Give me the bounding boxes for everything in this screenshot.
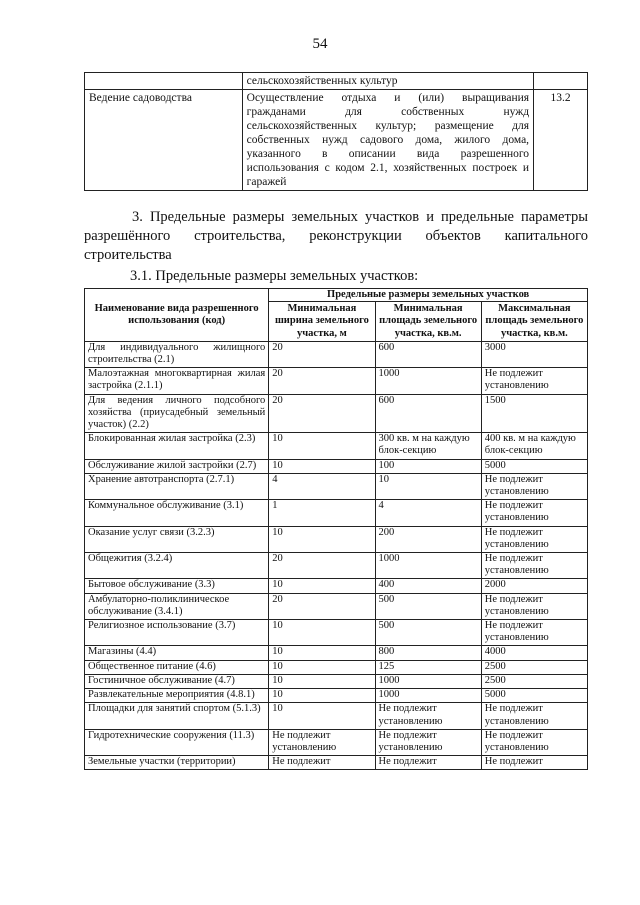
- max-area-cell: 5000: [481, 689, 587, 703]
- table-row: [85, 526, 588, 552]
- use-name-cell: Развлекательные мероприятия (4.8.1): [85, 689, 269, 703]
- table-row: [85, 459, 588, 473]
- min-width-cell: 10: [269, 660, 375, 674]
- min-area-cell: 600: [375, 394, 481, 433]
- min-width-cell: Не подлежит: [269, 756, 375, 770]
- max-area-cell: 1500: [481, 394, 587, 433]
- min-width-cell: 20: [269, 593, 375, 619]
- max-area-cell: 5000: [481, 459, 587, 473]
- table-row: [85, 394, 588, 433]
- use-name-cell: Коммунальное обслуживание (3.1): [85, 500, 269, 526]
- use-name-cell: [85, 73, 243, 90]
- min-area-cell: 10: [375, 473, 481, 499]
- use-name-cell: Амбулаторно-поликлиническое обслуживание (3.4.1): [85, 593, 269, 619]
- table-row: [85, 620, 588, 646]
- section-title-line1: 3. Предельные размеры земельных участков и предельные параметры: [132, 209, 588, 225]
- max-area-cell: Не подлежит: [481, 756, 587, 770]
- min-width-cell: 10: [269, 579, 375, 593]
- min-width-cell: Не подлежит установлению: [269, 729, 375, 755]
- use-name-cell: Малоэтажная многоквартирная жилая застройка (2.1.1): [85, 368, 269, 394]
- use-name-cell: Для ведения личного подсобного хозяйства (приусадебный земельный участок) (2.2): [85, 394, 269, 433]
- plot-size-limits-table: [84, 288, 588, 770]
- min-width-cell: 10: [269, 674, 375, 688]
- max-area-cell: Не подлежит установлению: [481, 703, 587, 729]
- min-area-cell: 600: [375, 341, 481, 367]
- use-name-cell: Общежития (3.2.4): [85, 553, 269, 579]
- min-width-cell: 1: [269, 500, 375, 526]
- use-name-cell: Ведение садоводства: [85, 90, 243, 191]
- table-row: [85, 689, 588, 703]
- min-area-cell: 400: [375, 579, 481, 593]
- min-area-cell: 800: [375, 646, 481, 660]
- table-row: [85, 593, 588, 619]
- min-area-cell: 100: [375, 459, 481, 473]
- min-width-cell: 10: [269, 526, 375, 552]
- min-area-cell: Не подлежит установлению: [375, 703, 481, 729]
- max-area-cell: Не подлежит установлению: [481, 729, 587, 755]
- table-row: [85, 579, 588, 593]
- table-row: [85, 729, 588, 755]
- max-area-cell: Не подлежит установлению: [481, 553, 587, 579]
- max-area-cell: 400 кв. м на каждую блок-секцию: [481, 433, 587, 459]
- table-row: [85, 660, 588, 674]
- page-number: 54: [312, 36, 328, 52]
- max-area-cell: 2500: [481, 660, 587, 674]
- min-area-cell: 1000: [375, 674, 481, 688]
- use-name-cell: Блокированная жилая застройка (2.3): [85, 433, 269, 459]
- section-title-line3: строительства: [84, 247, 172, 263]
- min-width-cell: 10: [269, 689, 375, 703]
- permitted-use-table: [84, 72, 588, 191]
- header-use-name: Наименование вида разрешенного использования (код): [85, 289, 269, 342]
- header-min-width: Минимальная ширина земельного участка, м: [269, 302, 375, 342]
- max-area-cell: 2500: [481, 674, 587, 688]
- min-width-cell: 10: [269, 459, 375, 473]
- header-max-area: Максимальная площадь земельного участка, кв.м.: [481, 302, 587, 342]
- min-width-cell: 20: [269, 394, 375, 433]
- use-name-cell: Для индивидуального жилищного строительства (2.1): [85, 341, 269, 367]
- table-row: [85, 473, 588, 499]
- use-name-cell: Земельные участки (территории): [85, 756, 269, 770]
- min-width-cell: 4: [269, 473, 375, 499]
- use-name-cell: Хранение автотранспорта (2.7.1): [85, 473, 269, 499]
- use-name-cell: Оказание услуг связи (3.2.3): [85, 526, 269, 552]
- section-title: [84, 208, 588, 265]
- min-area-cell: 500: [375, 593, 481, 619]
- code-cell: [534, 73, 588, 90]
- subsection-title: 3.1. Предельные размеры земельных участков:: [130, 268, 419, 284]
- min-area-cell: Не подлежит установлению: [375, 729, 481, 755]
- min-width-cell: 10: [269, 646, 375, 660]
- table-row: [85, 90, 588, 191]
- min-width-cell: 20: [269, 341, 375, 367]
- use-name-cell: Магазины (4.4): [85, 646, 269, 660]
- max-area-cell: Не подлежит установлению: [481, 368, 587, 394]
- table-row: [85, 553, 588, 579]
- use-name-cell: Гидротехнические сооружения (11.3): [85, 729, 269, 755]
- table-row: [85, 341, 588, 367]
- min-area-cell: 1000: [375, 368, 481, 394]
- min-width-cell: 20: [269, 553, 375, 579]
- use-name-cell: Бытовое обслуживание (3.3): [85, 579, 269, 593]
- max-area-cell: Не подлежит установлению: [481, 620, 587, 646]
- min-area-cell: 200: [375, 526, 481, 552]
- table-row: [85, 703, 588, 729]
- min-area-cell: 1000: [375, 689, 481, 703]
- min-area-cell: Не подлежит: [375, 756, 481, 770]
- max-area-cell: 3000: [481, 341, 587, 367]
- max-area-cell: 2000: [481, 579, 587, 593]
- max-area-cell: Не подлежит установлению: [481, 526, 587, 552]
- use-name-cell: Общественное питание (4.6): [85, 660, 269, 674]
- table-row: [85, 646, 588, 660]
- use-name-cell: Гостиничное обслуживание (4.7): [85, 674, 269, 688]
- description-cell: Осуществление отдыха и (или) выращивания гражданами для собственных нужд сельскохозяйственных культур; размещение для собственных нужд садового дома, жилого дома, указанного в описании вида разрешенного использования с кодом 2.1, хозяйственных построек и гаражей: [242, 90, 533, 191]
- max-area-cell: Не подлежит установлению: [481, 593, 587, 619]
- use-name-cell: Религиозное использование (3.7): [85, 620, 269, 646]
- min-width-cell: 10: [269, 703, 375, 729]
- header-limits-group: Предельные размеры земельных участков: [269, 289, 588, 302]
- header-min-area: Минимальная площадь земельного участка, кв.м.: [375, 302, 481, 342]
- table-row: [85, 756, 588, 770]
- max-area-cell: Не подлежит установлению: [481, 500, 587, 526]
- description-cell: сельскохозяйственных культур: [242, 73, 533, 90]
- min-area-cell: 125: [375, 660, 481, 674]
- min-area-cell: 500: [375, 620, 481, 646]
- use-name-cell: Обслуживание жилой застройки (2.7): [85, 459, 269, 473]
- table-row: [85, 433, 588, 459]
- code-cell: 13.2: [534, 90, 588, 191]
- table-row: [85, 368, 588, 394]
- min-area-cell: 300 кв. м на каждую блок-секцию: [375, 433, 481, 459]
- section-title-line2: разрешённого строительства, реконструкции объектов капитального: [84, 228, 588, 244]
- use-name-cell: Площадки для занятий спортом (5.1.3): [85, 703, 269, 729]
- table-row: [85, 674, 588, 688]
- max-area-cell: 4000: [481, 646, 587, 660]
- min-width-cell: 10: [269, 433, 375, 459]
- table-row: [85, 73, 588, 90]
- min-area-cell: 4: [375, 500, 481, 526]
- max-area-cell: Не подлежит установлению: [481, 473, 587, 499]
- min-width-cell: 10: [269, 620, 375, 646]
- min-area-cell: 1000: [375, 553, 481, 579]
- table-row: [85, 500, 588, 526]
- min-width-cell: 20: [269, 368, 375, 394]
